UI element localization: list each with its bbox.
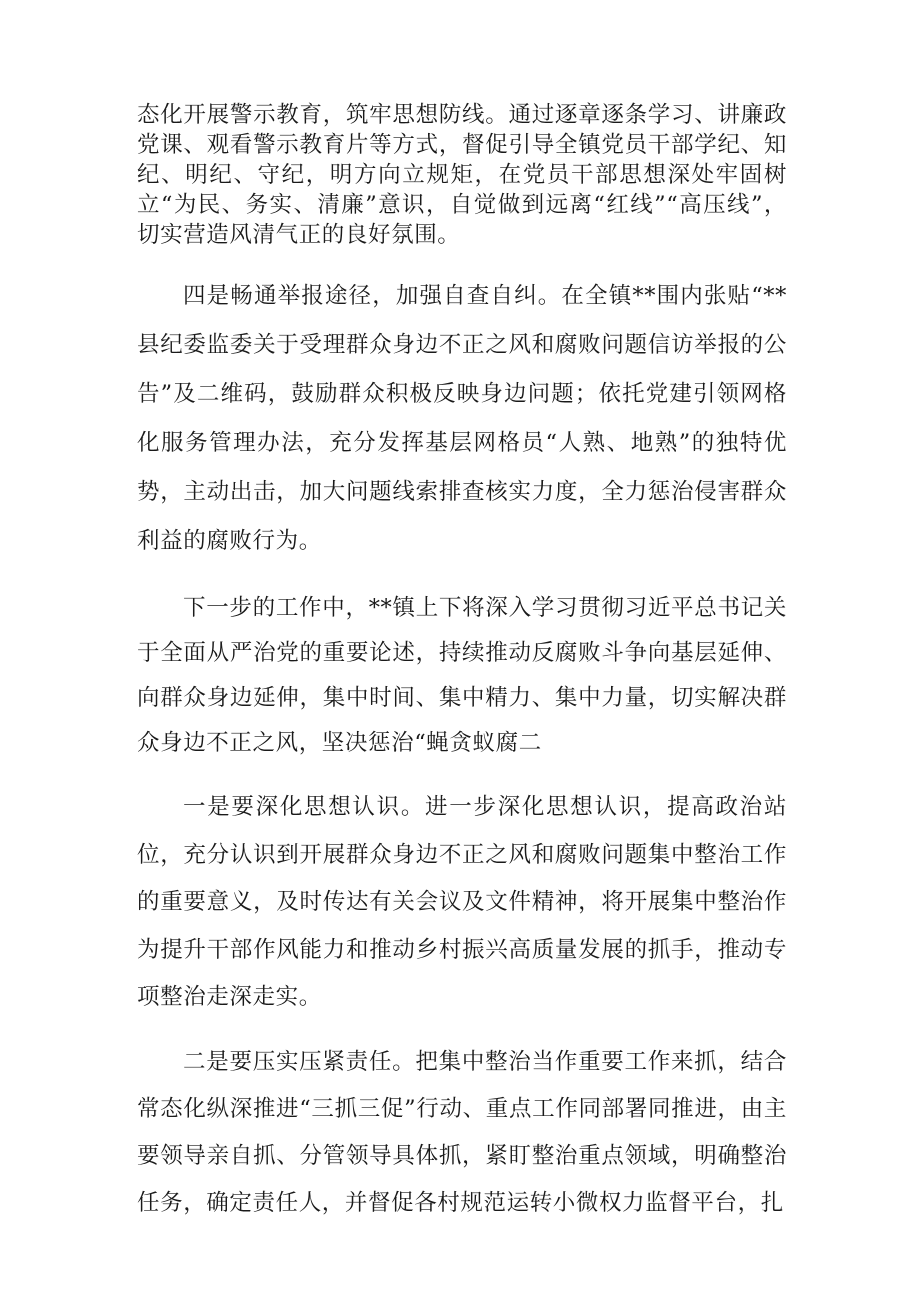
paragraph-deepen-understanding: 一是要深化思想认识。进一步深化思想认识，提高政治站位，充分认识到开展群众身边不正之风和腐败问题集中整治工作的重要意义，及时传达有关会议及文件精神，将开展集中整治作为提升干部作风能力和推动乡村振兴高质量发展的抓手，推动专项整治走深走实。 (137, 794, 787, 1010)
paragraph-warning-education: 态化开展警示教育，筑牢思想防线。通过逐章逐条学习、讲廉政党课、观看警示教育片等方式，督促引导全镇党员干部学纪、知纪、明纪、守纪，明方向立规矩，在党员干部思想深处牢固树立“为民、务实、清廉”意识，自觉做到远离“红线”“高压线”，切实营造风清气正的良好氛围。 (137, 102, 787, 248)
paragraph-compact-responsibility: 二是要压实压紧责任。把集中整治当作重要工作来抓，结合常态化纵深推进“三抓三促”行动、重点工作同部署同推进，由主要领导亲自抓、分管领导具体抓，紧盯整治重点领域，明确整治任务，确定责任人，并督促各村规范运转小微权力监督平台，扎 (137, 1048, 787, 1216)
document-body (137, 100, 787, 1227)
paragraph-next-steps: 下一步的工作中，**镇上下将深入学习贯彻习近平总书记关于全面从严治党的重要论述，持续推动反腐败斗争向基层延伸、向群众身边延伸，集中时间、集中精力、集中力量，切实解决群众身边不正之风，坚决惩治“蝇贪蚁腐二 (137, 595, 787, 756)
paragraph-reporting-channels: 四是畅通举报途径，加强自查自纠。在全镇**围内张贴“**县纪委监委关于受理群众身边不正之风和腐败问题信访举报的公告”及二维码，鼓励群众积极反映身边问题；依托党建引领网格化服务管理办法，充分发挥基层网格员“人熟、地熟”的独特优势，主动出击，加大问题线索排查核实力度，全力惩治侵害群众利益的腐败行为。 (137, 283, 787, 554)
